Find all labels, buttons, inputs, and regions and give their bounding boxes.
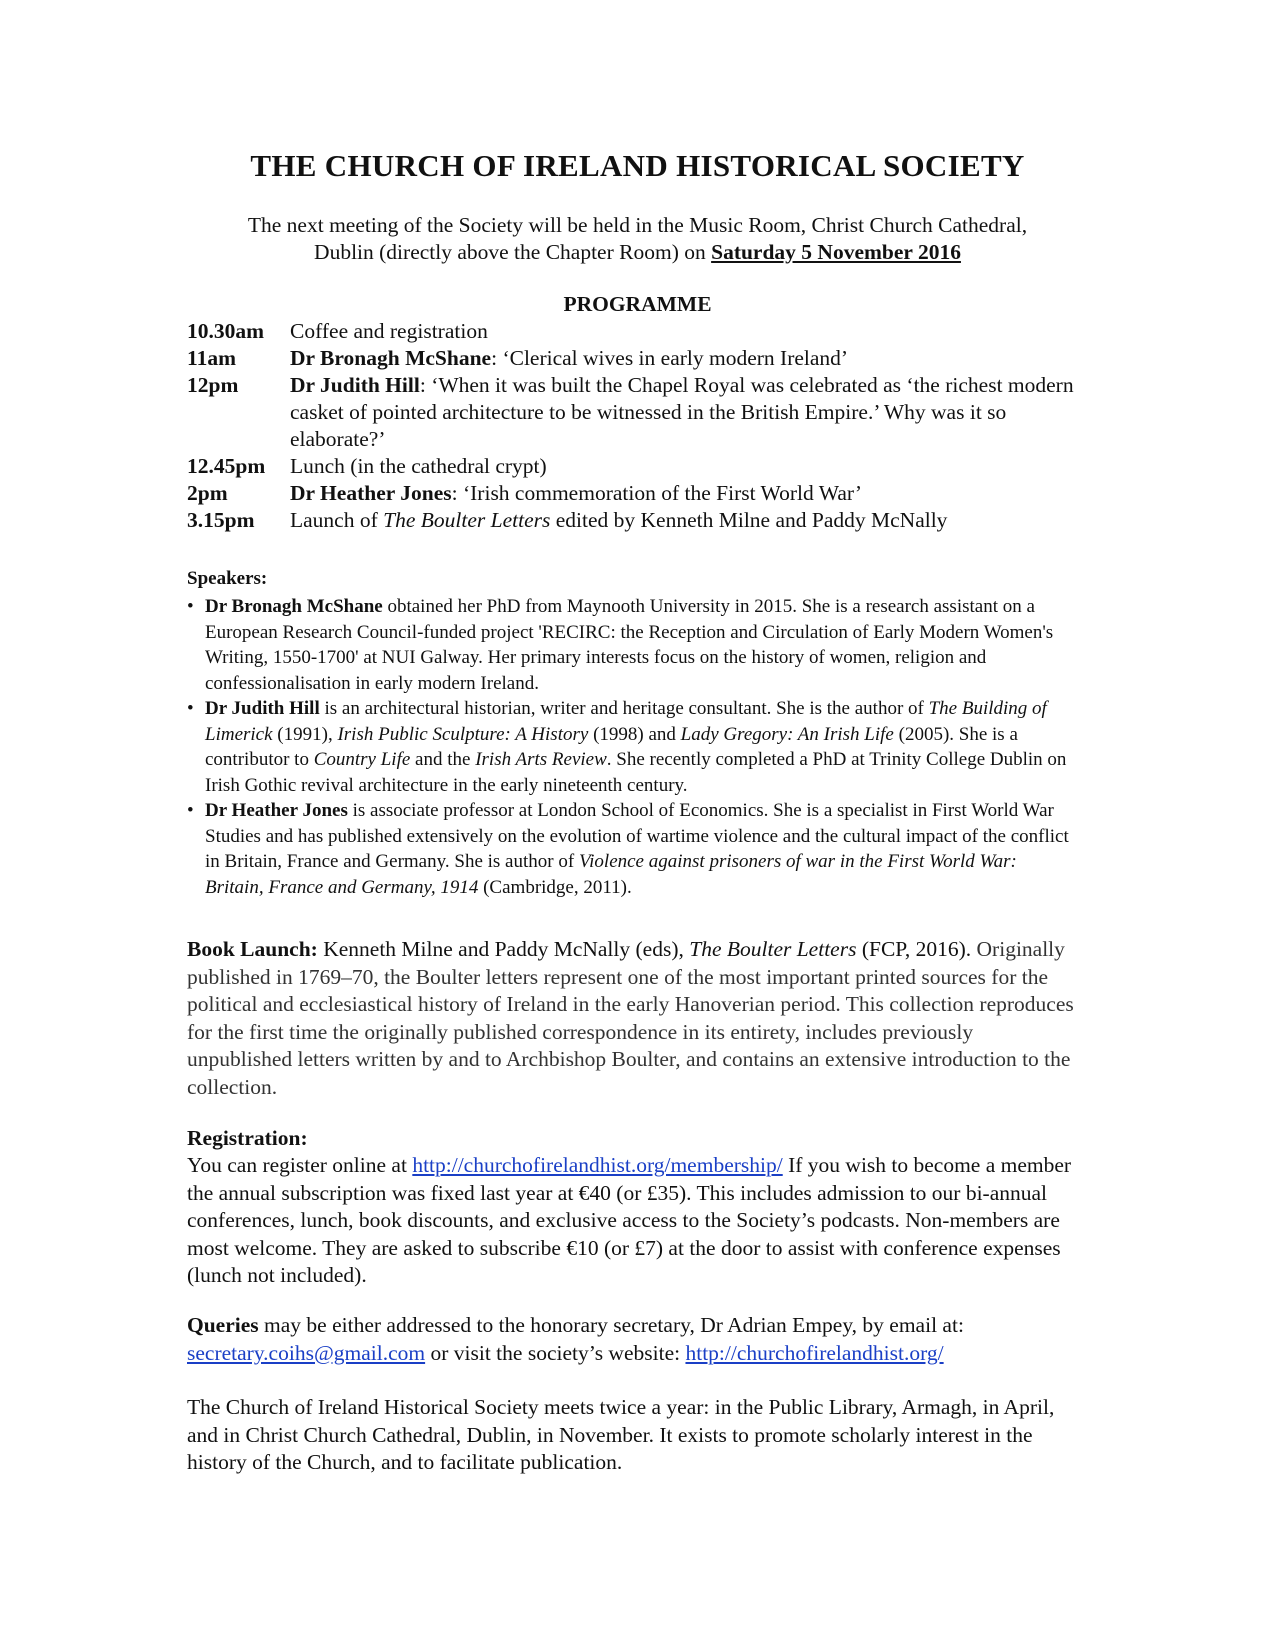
speaker-bio: is an architectural historian, writer and heritage consultant. She is the author of xyxy=(319,698,929,719)
programme-time: 11am xyxy=(187,346,236,370)
speaker-bio: (1991), xyxy=(272,723,338,745)
email-link[interactable]: secretary.coihs@gmail.com xyxy=(187,1340,426,1365)
programme-text: Lunch (in the cathedral crypt) xyxy=(290,454,547,478)
programme-row xyxy=(187,453,1087,480)
speaker-bio: . She recently completed a PhD at Trinity College Dublin on Irish Gothic revival architecture in the early nineteenth century. xyxy=(205,749,1067,796)
queries-text: may be either addressed to the honorary secretary, Dr Adrian Empey, by email at: xyxy=(258,1313,964,1337)
speaker-bio: is associate professor at London School of Economics. She is a specialist in First World War Studies and has published extensively on the evolution of wartime violence and the cultural impact of the conflict in Britain, France and Germany. She is author of xyxy=(205,800,1069,872)
programme-text: Launch of xyxy=(290,508,384,532)
society-about: The Church of Ireland Historical Society meets twice a year: in the Public Library, Armagh, in April, and in Christ Church Cathedral, Dublin, in November. It exists to promote scholarly interest in the history of the Church, and to facilitate publication. xyxy=(187,1395,1055,1474)
book-launch-text: (FCP, 2016). xyxy=(856,937,972,961)
book-launch-label: Book Launch: xyxy=(187,937,318,961)
book-title: The Boulter Letters xyxy=(689,937,857,961)
speaker-item xyxy=(187,594,1077,696)
book-title: The Boulter Letters xyxy=(383,508,551,532)
book-launch-section xyxy=(187,936,1077,1101)
speaker-bio: obtained her PhD from Maynooth University in 2015. She is a research assistant on a European Research Council-funded project 'RECIRC: the Reception and Circulation of Early Modern Women's Writing, 1550-1700' at NUI Galway. Her primary interests focus on the history of women, religion and confessionalisation in early modern Ireland. xyxy=(205,596,1054,694)
programme-text: : ‘Clerical wives in early modern Ireland’ xyxy=(491,346,849,370)
programme-row xyxy=(187,372,1087,453)
website-link[interactable]: http://churchofirelandhist.org/ xyxy=(685,1340,944,1365)
programme-description xyxy=(290,345,1087,372)
programme-speaker: Dr Heather Jones xyxy=(290,481,452,505)
programme-row xyxy=(187,507,1087,534)
programme-time: 12pm xyxy=(187,373,239,397)
programme-time: 12.45pm xyxy=(187,454,266,478)
speaker-name: Dr Bronagh McShane xyxy=(205,596,383,617)
bullet-icon: • xyxy=(187,698,194,719)
publication-title: Country Life xyxy=(313,749,411,770)
speaker-item xyxy=(187,696,1077,798)
speakers-heading: Speakers: xyxy=(187,568,268,589)
speaker-bio: (1998) and xyxy=(588,723,681,745)
queries-text: or visit the society’s website: xyxy=(425,1340,686,1365)
programme-text: edited by Kenneth Milne and Paddy McNally xyxy=(550,508,948,532)
programme-row xyxy=(187,480,1087,507)
programme-table xyxy=(187,318,1087,534)
book-title: The Building of Limerick xyxy=(205,698,1047,745)
speaker-bio: and the xyxy=(410,749,476,770)
programme-speaker: Dr Judith Hill xyxy=(290,373,420,397)
programme-heading: PROGRAMME xyxy=(563,292,712,316)
bullet-icon: • xyxy=(187,596,194,617)
programme-time: 2pm xyxy=(187,481,228,505)
speaker-item xyxy=(187,798,1077,900)
speaker-bio: (2005). She is a contributor to xyxy=(205,723,1018,770)
programme-description xyxy=(290,318,1087,345)
programme-text: Coffee and registration xyxy=(290,319,488,343)
registration-text: If you wish to become a member the annual subscription was fixed last year at €40 (or £35). This includes admission to our bi-annual conferences, lunch, book discounts, and exclusive access to the Society’s podcasts. Non-members are most welcome. They are asked to subscribe €10 (or £7) at the door to assist with conference expenses (lunch not included). xyxy=(187,1153,1072,1287)
programme-text: : ‘Irish commemoration of the First World War’ xyxy=(451,481,862,505)
intro-line-1: The next meeting of the Society will be held in the Music Room, Christ Church Cathedral, xyxy=(247,213,1028,237)
queries-section xyxy=(187,1312,1077,1367)
speaker-name: Dr Heather Jones xyxy=(205,800,348,821)
speakers-list xyxy=(187,594,1077,900)
programme-row xyxy=(187,345,1087,372)
programme-description xyxy=(290,453,1087,480)
page-title: THE CHURCH OF IRELAND HISTORICAL SOCIETY xyxy=(250,148,1025,183)
programme-text: : ‘When it was built the Chapel Royal was celebrated as ‘the richest modern casket of pointed architecture to be witnessed in the British Empire.’ Why was it so elaborate?’ xyxy=(290,373,1074,451)
registration-text: You can register online at xyxy=(187,1153,413,1177)
programme-description xyxy=(290,372,1087,453)
book-title: Irish Public Sculpture: A History xyxy=(337,723,589,745)
programme-description xyxy=(290,480,1087,507)
membership-link[interactable]: http://churchofirelandhist.org/membership/ xyxy=(412,1153,783,1177)
intro-line-2: Dublin (directly above the Chapter Room) on xyxy=(314,240,712,264)
book-launch-body: Originally published in 1769–70, the Boulter letters represent one of the most important printed sources for the political and ecclesiastical history of Ireland in the early Hanoverian period. This collection reproduces for the first time the originally published correspondence in its entirety, includes previously unpublished letters written by and to Archbishop Boulter, and contains an extensive introduction to the collection. xyxy=(187,937,1074,1099)
speaker-bio: (Cambridge, 2011). xyxy=(478,876,632,898)
publication-title: Irish Arts Review xyxy=(475,749,607,770)
meeting-date: Saturday 5 November 2016 xyxy=(711,240,961,264)
registration-heading: Registration: xyxy=(187,1126,308,1150)
book-title: Violence against prisoners of war in the First World War: Britain, France and Germany, 1914 xyxy=(205,851,1017,898)
book-title: Lady Gregory: An Irish Life xyxy=(680,723,894,745)
book-launch-text: Kenneth Milne and Paddy McNally (eds), xyxy=(317,937,690,961)
queries-label: Queries xyxy=(187,1313,259,1337)
registration-section xyxy=(187,1152,1077,1290)
programme-time: 3.15pm xyxy=(187,508,255,532)
programme-time: 10.30am xyxy=(187,319,265,343)
programme-description xyxy=(290,507,1087,534)
programme-speaker: Dr Bronagh McShane xyxy=(290,346,492,370)
programme-row xyxy=(187,318,1087,345)
meeting-intro xyxy=(150,212,1125,266)
bullet-icon: • xyxy=(187,800,194,821)
speaker-name: Dr Judith Hill xyxy=(205,698,320,719)
